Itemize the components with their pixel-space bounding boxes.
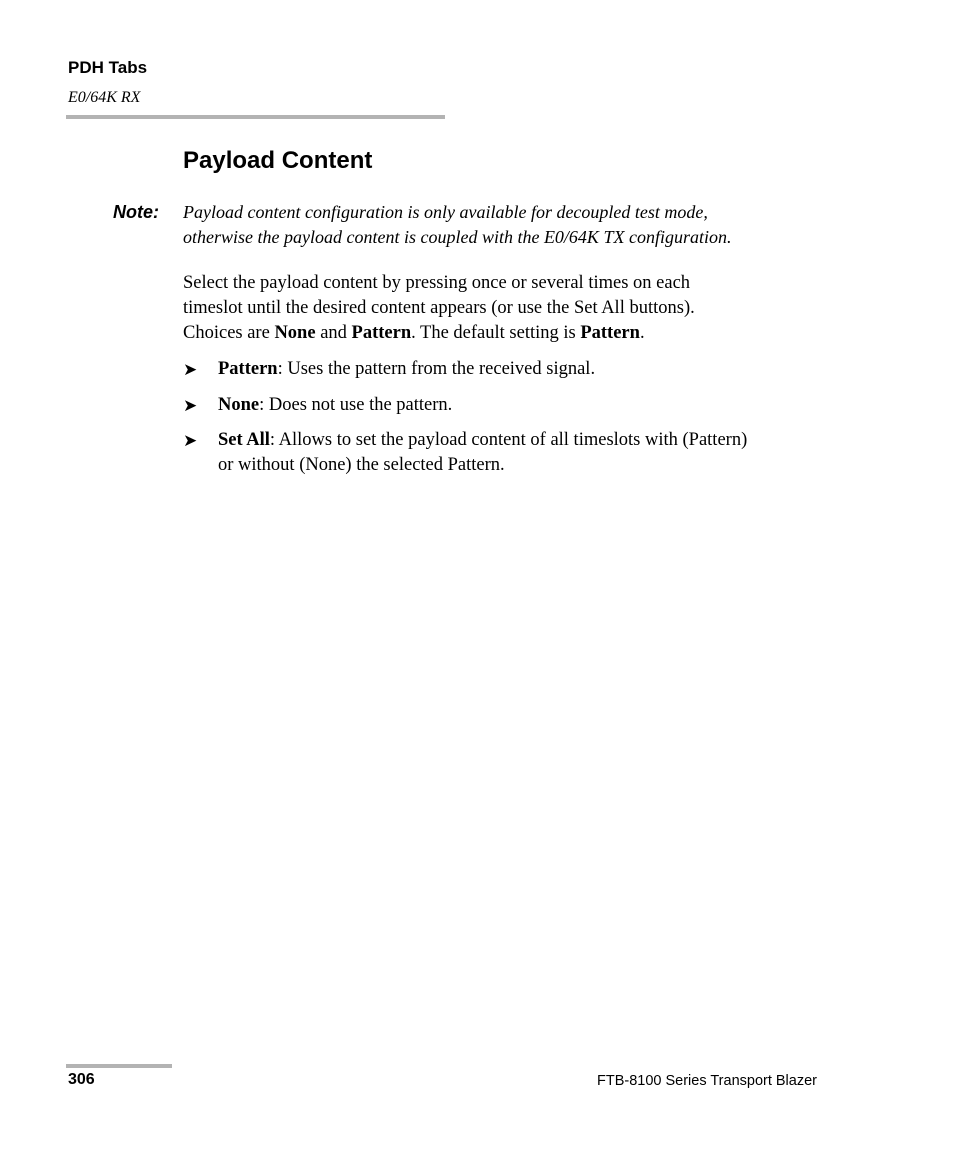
- list-item-line: [218, 393, 833, 418]
- intro-line: [183, 321, 833, 346]
- intro-choice-none: None: [274, 323, 316, 343]
- list-item-line: [218, 428, 833, 453]
- section-heading: Payload Content: [183, 147, 373, 174]
- page-number: 306: [68, 1071, 95, 1088]
- intro-paragraph: [183, 271, 833, 346]
- intro-text: Choices are: [183, 323, 275, 343]
- note-line: otherwise the payload content is coupled with the E0/64K TX configuration.: [183, 227, 732, 247]
- list-item-term: None: [218, 395, 260, 415]
- intro-text: .: [639, 323, 645, 343]
- list-item-desc: : Uses the pattern from the received signal.: [277, 359, 596, 379]
- intro-choice-pattern: Pattern: [351, 323, 412, 343]
- note-line: Payload content configuration is only available for decoupled test mode,: [183, 202, 708, 222]
- intro-text: and: [315, 323, 352, 343]
- list-item-line: or without (None) the selected Pattern.: [218, 455, 505, 475]
- note-label: Note:: [113, 202, 159, 222]
- list-item-term: Set All: [218, 430, 270, 450]
- note-text: [183, 200, 843, 250]
- header-rule: [66, 115, 445, 119]
- arrow-bullet-icon: ➤: [183, 431, 198, 450]
- intro-line: timeslot until the desired content appears (or use the Set All buttons).: [183, 298, 695, 318]
- running-header-subtitle: E0/64K RX: [68, 89, 141, 106]
- running-header-title: PDH Tabs: [68, 58, 148, 77]
- intro-line: Select the payload content by pressing once or several times on each: [183, 273, 691, 293]
- intro-text: . The default setting is: [411, 323, 581, 343]
- list-item-text: [218, 393, 833, 418]
- list-item-desc: : Does not use the pattern.: [259, 395, 453, 415]
- list-item-line: [218, 357, 833, 382]
- list-item-text: [218, 357, 833, 382]
- list-item-desc: : Allows to set the payload content of all timeslots with (Pattern): [269, 430, 748, 450]
- footer-product-name: FTB-8100 Series Transport Blazer: [596, 1073, 817, 1089]
- list-item-term: Pattern: [218, 359, 278, 379]
- intro-default-pattern: Pattern: [580, 323, 640, 343]
- footer-rule: [66, 1064, 172, 1068]
- arrow-bullet-icon: ➤: [183, 396, 198, 415]
- arrow-bullet-icon: ➤: [183, 360, 198, 379]
- list-item-text: [218, 428, 833, 478]
